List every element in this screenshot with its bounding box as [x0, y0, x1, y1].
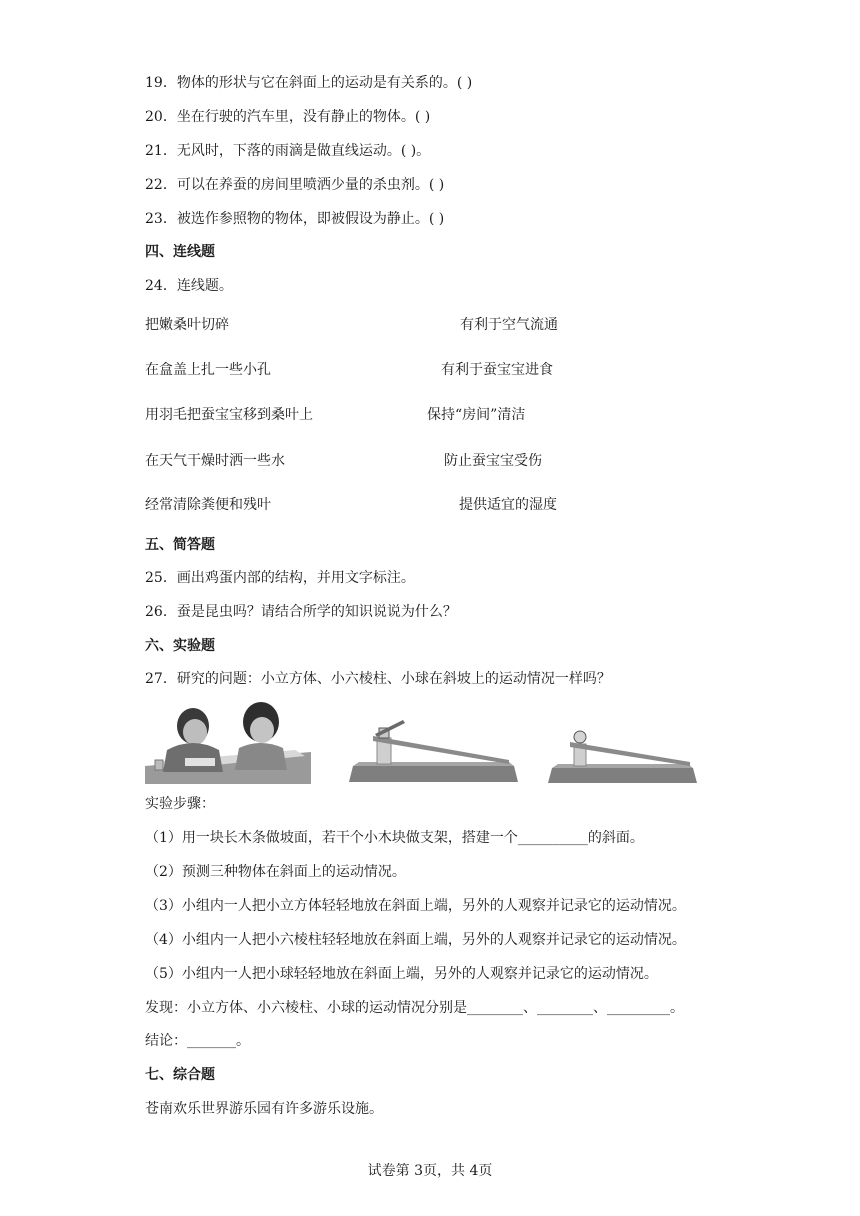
experiment-finding: 发现：小立方体、小六棱柱、小球的运动情况分别是________、________、_________。: [145, 1000, 684, 1016]
experiment-step-5: （5）小组内一人把小球轻轻地放在斜面上端，另外的人观察并记录它的运动情况。: [145, 966, 658, 982]
question-20: 20．坐在行驶的汽车里，没有静止的物体。( ): [145, 109, 431, 125]
match-left-4: 在天气干燥时洒一些水: [145, 453, 285, 469]
question-21: 21．无风时，下落的雨滴是做直线运动。( )。: [145, 143, 431, 159]
match-right-3: 保持“房间”清洁: [427, 407, 526, 423]
match-left-5: 经常清除粪便和残叶: [145, 497, 271, 513]
page-footer: 试卷第 3页，共 4页: [367, 1163, 493, 1179]
question-22: 22．可以在养蚕的房间里喷洒少量的杀虫剂。( ): [145, 177, 445, 193]
experiment-steps-label: 实验步骤：: [145, 796, 215, 812]
question-25: 25．画出鸡蛋内部的结构，并用文字标注。: [145, 570, 415, 586]
experiment-step-1: （1）用一块长木条做坡面，若干个小木块做支架，搭建一个__________的斜面。: [145, 830, 644, 846]
match-right-1: 有利于空气流通: [460, 317, 558, 333]
comprehensive-intro: 苍南欢乐世界游乐园有许多游乐设施。: [145, 1101, 383, 1117]
section-heading-comprehensive: 七、综合题: [145, 1067, 215, 1083]
match-left-3: 用羽毛把蚕宝宝移到桑叶上: [145, 407, 313, 423]
match-right-4: 防止蚕宝宝受伤: [444, 453, 542, 469]
experiment-step-3: （3）小组内一人把小立方体轻轻地放在斜面上端，另外的人观察并记录它的运动情况。: [145, 898, 686, 914]
question-24: 24．连线题。: [145, 278, 233, 294]
experiment-step-4: （4）小组内一人把小六棱柱轻轻地放在斜面上端，另外的人观察并记录它的运动情况。: [145, 932, 686, 948]
students-photo: [145, 700, 311, 784]
section-heading-experiment: 六、实验题: [145, 638, 215, 654]
slope-with-cube-photo: [349, 714, 518, 782]
match-left-1: 把嫩桑叶切碎: [145, 317, 229, 333]
question-26: 26．蚕是昆虫吗？请结合所学的知识说说为什么？: [145, 604, 457, 620]
experiment-conclusion: 结论：_______。: [145, 1033, 250, 1049]
question-23: 23．被选作参照物的物体，即被假设为静止。( ): [145, 211, 445, 227]
match-right-5: 提供适宜的湿度: [459, 497, 557, 513]
question-19: 19．物体的形状与它在斜面上的运动是有关系的。( ): [145, 75, 473, 91]
section-heading-short-answer: 五、简答题: [145, 537, 215, 553]
match-left-2: 在盒盖上扎一些小孔: [145, 362, 271, 378]
slope-with-ball-photo: [548, 726, 697, 783]
match-right-2: 有利于蚕宝宝进食: [441, 362, 553, 378]
question-27: 27．研究的问题：小立方体、小六棱柱、小球在斜坡上的运动情况一样吗？: [145, 671, 611, 687]
experiment-step-2: （2）预测三种物体在斜面上的运动情况。: [145, 864, 406, 880]
section-heading-matching: 四、连线题: [145, 244, 215, 260]
